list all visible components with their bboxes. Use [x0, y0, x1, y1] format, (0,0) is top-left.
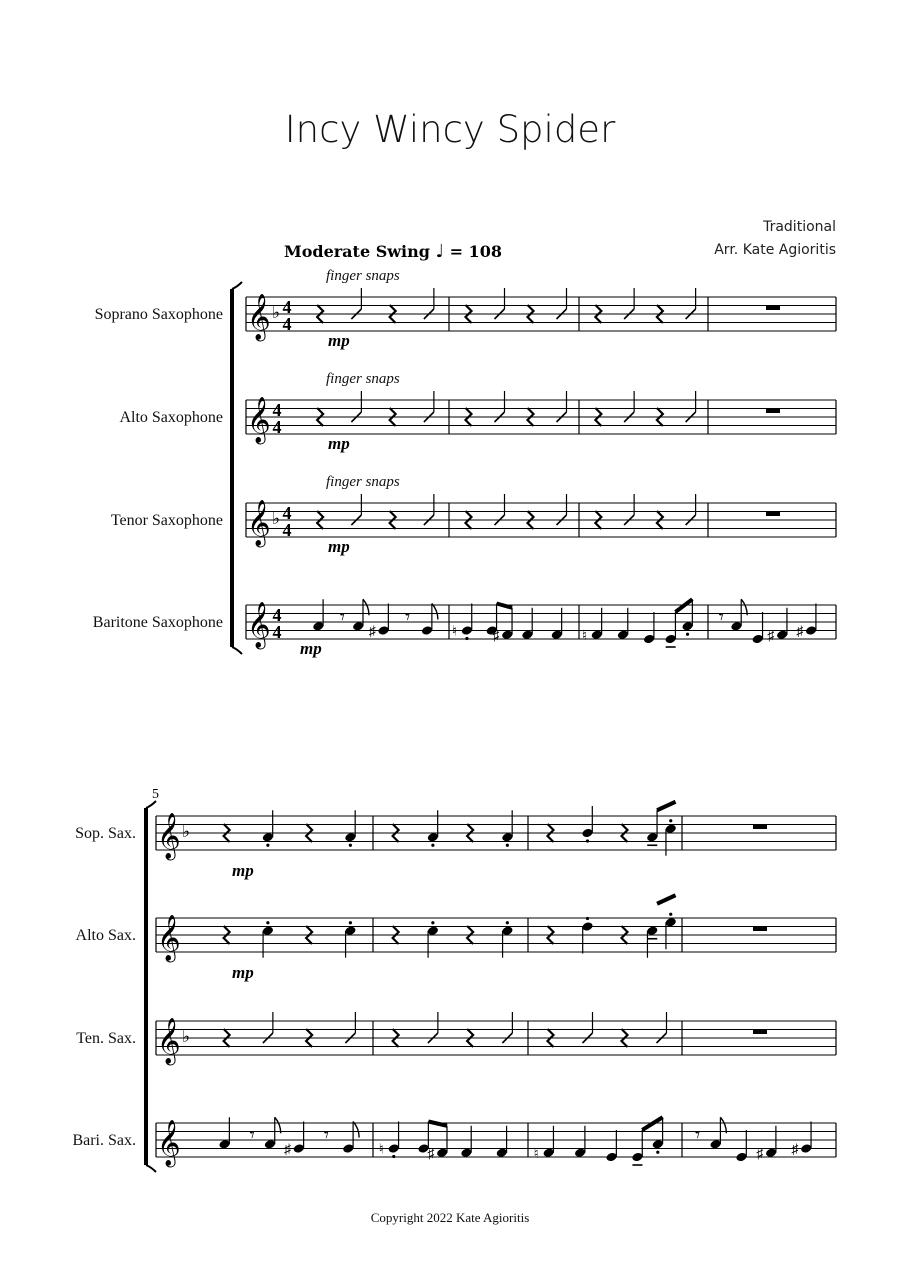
staccato-dot: [266, 844, 269, 847]
staccato-dot: [431, 921, 434, 924]
staccato-dot: [349, 844, 352, 847]
staccato-dot: [506, 844, 509, 847]
technique-text: finger snaps: [326, 371, 400, 387]
eighth-rest: 𝄾: [339, 606, 346, 629]
bracket-hook-bottom: [232, 647, 242, 654]
sharp-sign: ♯: [283, 1142, 291, 1158]
instrument-label: Sop. Sax.: [75, 825, 136, 842]
eighth-beam: [657, 895, 676, 904]
dynamic-marking: mp: [300, 639, 322, 658]
dynamic-marking: mp: [232, 861, 254, 880]
instrument-label: Alto Sax.: [75, 927, 136, 944]
staccato-dot: [586, 917, 589, 920]
sharp-sign: ♯: [796, 624, 804, 640]
whole-rest: [753, 825, 767, 830]
staccato-dot: [266, 921, 269, 924]
eighth-beam: [642, 1117, 662, 1130]
eighth-rest: 𝄾: [249, 1124, 255, 1147]
staccato-dot: [686, 633, 689, 636]
dynamic-marking: mp: [232, 963, 254, 982]
sharp-sign: ♯: [492, 628, 500, 644]
arranger-credit: Arr. Kate Agioritis: [714, 242, 836, 258]
key-signature-flat: ♭: [182, 1027, 191, 1046]
natural-sign: ♮: [533, 1146, 539, 1162]
eighth-rest: 𝄾: [718, 606, 725, 629]
sharp-sign: ♯: [427, 1146, 435, 1162]
composer-credit: Traditional: [763, 219, 836, 235]
tempo-label: Moderate Swing: [284, 242, 430, 261]
eighth-rest: 𝄾: [323, 1124, 330, 1147]
eighth-flag: [741, 599, 747, 615]
copyright-notice: Copyright 2022 Kate Agioritis: [370, 1210, 530, 1225]
staccato-dot: [349, 921, 352, 924]
eighth-flag: [720, 1117, 726, 1133]
instrument-label: Soprano Saxophone: [94, 306, 223, 323]
staccato-dot: [656, 1151, 659, 1154]
sharp-sign: ♯: [368, 624, 376, 640]
natural-sign: ♮: [378, 1142, 384, 1158]
bracket-hook-bottom: [146, 1165, 156, 1172]
sharp-sign: ♯: [756, 1146, 764, 1162]
staccato-dot: [669, 913, 672, 916]
treble-clef: 𝄞: [247, 294, 271, 340]
eighth-rest: 𝄾: [404, 606, 411, 629]
staccato-dot: [465, 637, 468, 640]
eighth-flag: [363, 599, 369, 615]
time-signature-top: 4: [282, 503, 292, 524]
instrument-label: Ten. Sax.: [76, 1030, 136, 1047]
eighth-beam: [657, 802, 676, 811]
dynamic-marking: mp: [328, 537, 350, 556]
time-signature-bottom: 4: [282, 314, 292, 335]
whole-rest: [753, 1030, 767, 1035]
quarter-note-icon: ♩: [435, 241, 444, 262]
treble-clef: 𝄞: [247, 397, 271, 443]
treble-clef: 𝄞: [157, 915, 181, 961]
instrument-label: Alto Saxophone: [119, 409, 223, 426]
time-signature-bottom: 4: [272, 622, 282, 643]
tempo-bpm: = 108: [449, 242, 502, 261]
instrument-label: Bari. Sax.: [72, 1132, 136, 1149]
bracket-hook-top: [146, 801, 156, 808]
eighth-beam: [497, 604, 513, 608]
eighth-rest: 𝄾: [694, 1124, 701, 1147]
staccato-dot: [669, 819, 672, 822]
time-signature-top: 4: [282, 297, 292, 318]
score-title: Incy Wincy Spider: [284, 108, 616, 151]
treble-clef: 𝄞: [157, 1018, 181, 1064]
natural-sign: ♮: [581, 628, 587, 644]
sharp-sign: ♯: [767, 628, 775, 644]
eighth-flag: [353, 1122, 359, 1138]
instrument-label: Tenor Saxophone: [110, 512, 223, 529]
dynamic-marking: mp: [328, 331, 350, 350]
measure-number: 5: [152, 787, 159, 802]
technique-text: finger snaps: [326, 268, 400, 284]
treble-clef: 𝄞: [157, 1120, 181, 1166]
sharp-sign: ♯: [791, 1142, 799, 1158]
natural-sign: ♮: [451, 624, 457, 640]
eighth-flag: [432, 604, 438, 620]
instrument-label: Baritone Saxophone: [92, 614, 223, 631]
eighth-beam: [428, 1122, 447, 1126]
staccato-dot: [506, 921, 509, 924]
time-signature-top: 4: [272, 605, 282, 626]
whole-rest: [766, 409, 780, 414]
whole-rest: [766, 306, 780, 311]
eighth-flag: [275, 1117, 281, 1133]
time-signature-bottom: 4: [272, 417, 282, 438]
bracket-hook-top: [232, 282, 242, 289]
key-signature-flat: ♭: [272, 509, 281, 528]
treble-clef: 𝄞: [247, 602, 271, 648]
time-signature-top: 4: [272, 400, 282, 421]
key-signature-flat: ♭: [272, 303, 281, 322]
treble-clef: 𝄞: [247, 500, 271, 546]
whole-rest: [766, 512, 780, 517]
technique-text: finger snaps: [326, 474, 400, 490]
staccato-dot: [431, 844, 434, 847]
staccato-dot: [586, 839, 589, 842]
time-signature-bottom: 4: [282, 520, 292, 541]
whole-rest: [753, 927, 767, 932]
key-signature-flat: ♭: [182, 822, 191, 841]
staccato-dot: [392, 1155, 395, 1158]
eighth-beam: [675, 599, 692, 612]
dynamic-marking: mp: [328, 434, 350, 453]
treble-clef: 𝄞: [157, 813, 181, 859]
